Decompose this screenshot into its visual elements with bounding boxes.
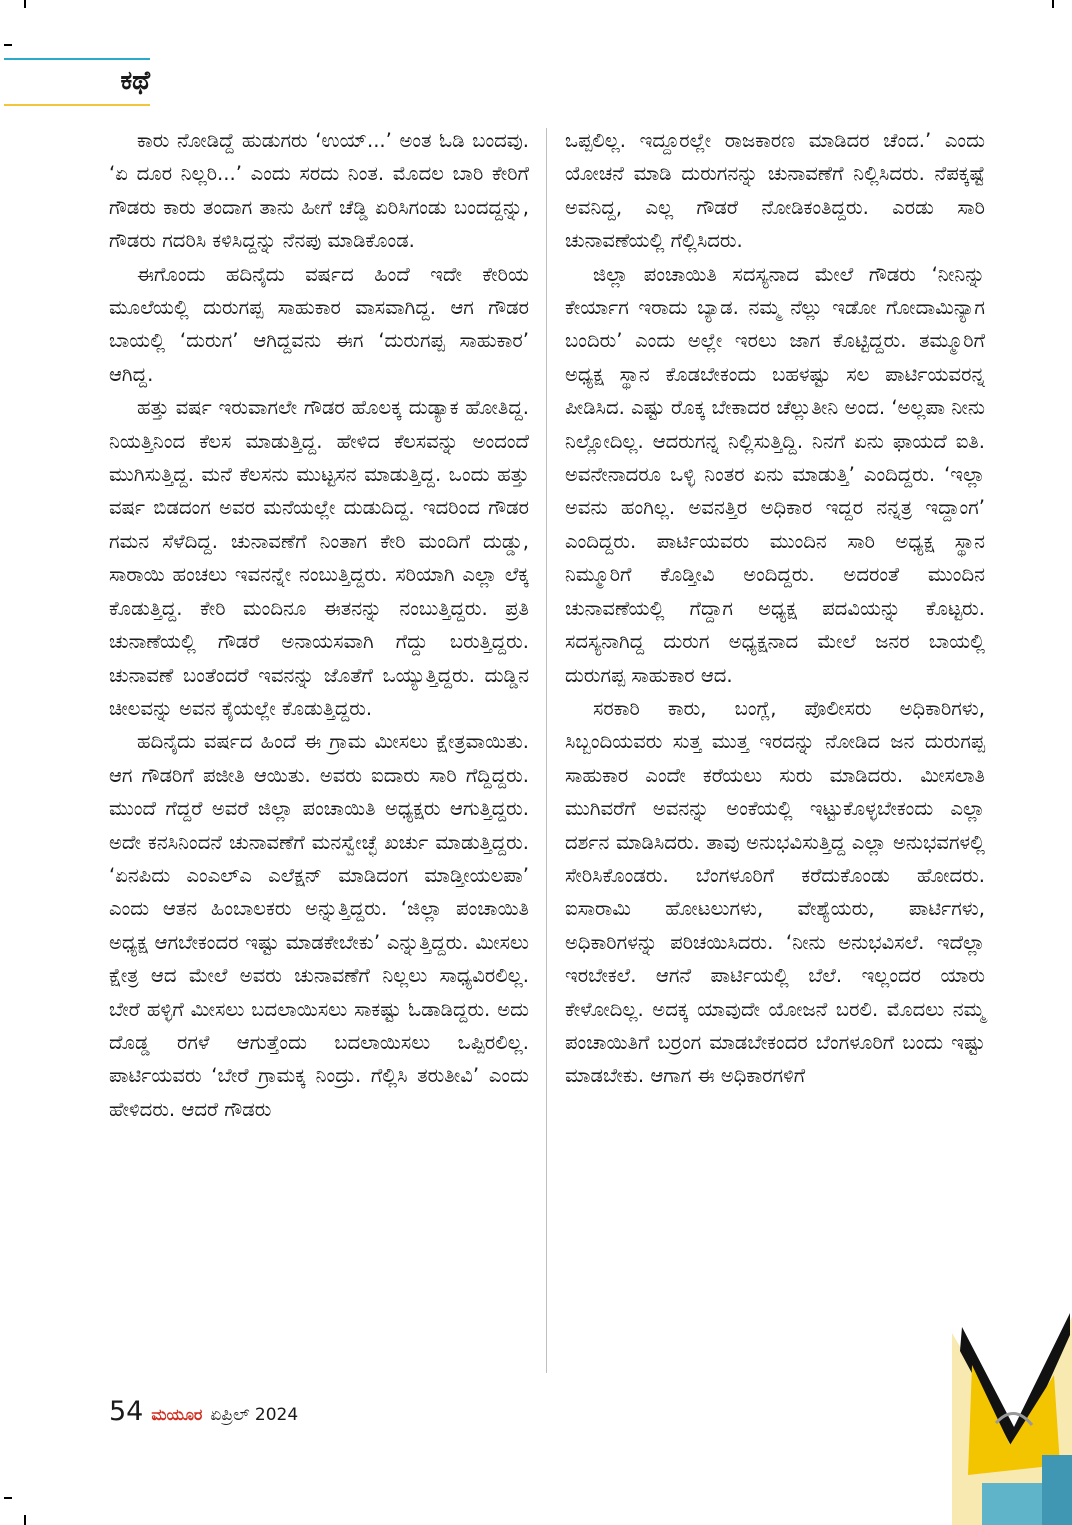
article-column-left: [109, 124, 529, 1126]
issue-date: ಏಪ್ರಿಲ್ 2024: [210, 1405, 299, 1425]
crop-mark: [24, 0, 26, 8]
paragraph: ಜಿಲ್ಲಾ ಪಂಚಾಯಿತಿ ಸದಸ್ಯನಾದ ಮೇಲೆ ಗೌಡರು ‘ನೀನಿನ್ನು ಕೇರ್ಯಾಗ ಇರಾದು ಬ್ಯಾಡ. ನಮ್ಮ ನೆಲ್ಲು ಇಡೋ ಗೋದಾಮಿನ್ಯಾಗ ಬಂದಿರು’ ಎಂದು ಅಲ್ಲೇ ಇರಲು ಜಾಗ ಕೊಟ್ಟಿದ್ದರು. ತಮ್ಮೂರಿಗೆ ಅಧ್ಯಕ್ಷ ಸ್ಥಾನ ಕೊಡಬೇಕಂದು ಬಹಳಷ್ಟು ಸಲ ಪಾರ್ಟಿಯವರನ್ನ ಪೀಡಿಸಿದ. ಎಷ್ಟು ರೊಕ್ಕ ಬೇಕಾದರ ಚೆಲ್ಲುತೀನಿ ಅಂದ. ‘ಅಲ್ಲಪಾ ನೀನು ನಿಲ್ಲೋದಿಲ್ಲ. ಆದರುಗನ್ನ ನಿಲ್ಲಿಸುತ್ತಿದ್ದಿ. ನಿನಗೆ ಏನು ಫಾಯದೆ ಐತಿ. ಅವನೇನಾದರೂ ಒಳ್ಳಿ ನಿಂತರ ಏನು ಮಾಡುತ್ತಿ’ ಎಂದಿದ್ದರು. ‘ಇಲ್ಲಾ ಅವನು ಹಂಗಿಲ್ಲ. ಅವನತ್ತಿರ ಅಧಿಕಾರ ಇದ್ದರ ನನ್ನತ್ರ ಇದ್ದಾಂಗ’ ಎಂದಿದ್ದರು. ಪಾರ್ಟಿಯವರು ಮುಂದಿನ ಸಾರಿ ಅಧ್ಯಕ್ಷ ಸ್ಥಾನ ನಿಮ್ಮೂರಿಗೆ ಕೊಡ್ತೀವಿ ಅಂದಿದ್ದರು. ಅದರಂತೆ ಮುಂದಿನ ಚುನಾವಣೆಯಲ್ಲಿ ಗೆದ್ದಾಗ ಅಧ್ಯಕ್ಷ ಪದವಿಯನ್ನು ಕೊಟ್ಟರು. ಸದಸ್ಯನಾಗಿದ್ದ ದುರುಗ ಅಧ್ಯಕ್ಷನಾದ ಮೇಲೆ ಜನರ ಬಾಯಲ್ಲಿ ದುರುಗಪ್ಪ ಸಾಹುಕಾರ ಆದ.: [565, 262, 985, 687]
story-illustration: [952, 1305, 1072, 1525]
section-label: ಕಥೆ: [120, 66, 150, 96]
paragraph: ಹದಿನೈದು ವರ್ಷದ ಹಿಂದೆ ಈ ಗ್ರಾಮ ಮೀಸಲು ಕ್ಷೇತ್ರವಾಯಿತು. ಆಗ ಗೌಡರಿಗೆ ಪಜೀತಿ ಆಯಿತು. ಅವರು ಐದಾರು ಸಾರಿ ಗೆದ್ದಿದ್ದರು. ಮುಂದೆ ಗೆದ್ದರೆ ಅವರೆ ಜಿಲ್ಲಾ ಪಂಚಾಯಿತಿ ಅಧ್ಯಕ್ಷರು ಆಗುತ್ತಿದ್ದರು. ಅದೇ ಕನಸಿನಿಂದನೆ ಚುನಾವಣೆಗೆ ಮನಸ್ವೇಚ್ಛೆ ಖರ್ಚು ಮಾಡುತ್ತಿದ್ದರು. ‘ಏನಪಿದು ಎಂಎಲ್ಎ ಎಲೆಕ್ಷನ್ ಮಾಡಿದಂಗ ಮಾಡ್ತೀಯಲಪಾ’ ಎಂದು ಆತನ ಹಿಂಬಾಲಕರು ಅನ್ನುತ್ತಿದ್ದರು. ‘ಜಿಲ್ಲಾ ಪಂಚಾಯಿತಿ ಅಧ್ಯಕ್ಷ ಆಗಬೇಕಂದರ ಇಷ್ಟು ಮಾಡಕೇಬೇಕು’ ಎನ್ನುತ್ತಿದ್ದರು. ಮೀಸಲು ಕ್ಷೇತ್ರ ಆದ ಮೇಲೆ ಅವರು ಚುನಾವಣೆಗೆ ನಿಲ್ಲಲು ಸಾಧ್ಯವಿರಲಿಲ್ಲ. ಬೇರೆ ಹಳ್ಳಿಗೆ ಮೀಸಲು ಬದಲಾಯಿಸಲು ಸಾಕಷ್ಟು ಓಡಾಡಿದ್ದರು. ಅದು ದೊಡ್ಡ ರಗಳೆ ಆಗುತ್ತೆಂದು ಬದಲಾಯಿಸಲು ಒಪ್ಪಿರಲಿಲ್ಲ. ಪಾರ್ಟಿಯವರು ‘ಬೇರೆ ಗ್ರಾಮಕ್ಕ ನಿಂದ್ರು. ಗೆಲ್ಲಿಸಿ ತರುತೀವಿ’ ಎಂದು ಹೇಳಿದರು. ಆದರೆ ಗೌಡರು: [109, 730, 529, 1121]
crop-mark: [4, 1497, 12, 1499]
section-rule-bottom: [4, 104, 150, 106]
crop-mark: [24, 1515, 26, 1525]
section-header: [0, 58, 150, 110]
paragraph: ಕಾರು ನೋಡಿದ್ದೆ ಹುಡುಗರು ‘ಉಯ್...’ ಅಂತ ಓಡಿ ಬಂದವು. ‘ಏ ದೂರ ನಿಲ್ಲರಿ...’ ಎಂದು ಸರದು ನಿಂತ. ಮೊದಲ ಬಾರಿ ಕೇರಿಗೆ ಗೌಡರು ಕಾರು ತಂದಾಗ ತಾನು ಹೀಗೆ ಚೆಡ್ಡಿ ಏರಿಸಿಗಂಡು ಬಂದದ್ದನ್ನು, ಗೌಡರು ಗದರಿಸಿ ಕಳಿಸಿದ್ದನ್ನು ನೆನಪು ಮಾಡಿಕೊಂಡ.: [109, 129, 529, 253]
paragraph: ಒಪ್ಪಲಿಲ್ಲ. ಇದ್ದೂರಲ್ಲೇ ರಾಜಕಾರಣ ಮಾಡಿದರ ಚೆಂದ.’ ಎಂದು ಯೋಚನೆ ಮಾಡಿ ದುರುಗನನ್ನು ಚುನಾವಣೆಗೆ ನಿಲ್ಲಿಸಿದರು. ನೆಪಕ್ಕಷ್ಟೆ ಅವನಿದ್ದ, ಎಲ್ಲ ಗೌಡರೆ ನೋಡಿಕಂತಿದ್ದರು. ಎರಡು ಸಾರಿ ಚುನಾವಣೆಯಲ್ಲಿ ಗೆಲ್ಲಿಸಿದರು.: [565, 129, 985, 253]
paragraph: ಹತ್ತು ವರ್ಷ ಇರುವಾಗಲೇ ಗೌಡರ ಹೊಲಕ್ಕ ದುಡ್ಯಾಕ ಹೋತಿದ್ದ. ನಿಯತ್ತಿನಿಂದ ಕೆಲಸ ಮಾಡುತ್ತಿದ್ದ. ಹೇಳಿದ ಕೆಲಸವನ್ನು ಅಂದಂದೆ ಮುಗಿಸುತ್ತಿದ್ದ. ಮನೆ ಕೆಲಸನು ಮುಟ್ಟಸನ ಮಾಡುತ್ತಿದ್ದ. ಒಂದು ಹತ್ತು ವರ್ಷ ಬಿಡದಂಗ ಅವರ ಮನೆಯಲ್ಲೇ ದುಡುದಿದ್ದ. ಇದರಿಂದ ಗೌಡರ ಗಮನ ಸೆಳೆದಿದ್ದ. ಚುನಾವಣೆಗೆ ನಿಂತಾಗ ಕೇರಿ ಮಂದಿಗೆ ದುಡ್ಡು, ಸಾರಾಯಿ ಹಂಚಲು ಇವನನ್ನೇ ನಂಬುತ್ತಿದ್ದರು. ಸರಿಯಾಗಿ ಎಲ್ಲಾ ಲೆಕ್ಕ ಕೊಡುತ್ತಿದ್ದ. ಕೇರಿ ಮಂದಿನೂ ಈತನನ್ನು ನಂಬುತ್ತಿದ್ದರು. ಪ್ರತಿ ಚುನಾಣೆಯಲ್ಲಿ ಗೌಡರೆ ಅನಾಯಸವಾಗಿ ಗೆದ್ದು ಬರುತ್ತಿದ್ದರು. ಚುನಾವಣೆ ಬಂತೆಂದರೆ ಇವನನ್ನು ಜೊತೆಗೆ ಒಯ್ಯುತ್ತಿದ್ದರು. ದುಡ್ಡಿನ ಚೀಲವನ್ನು ಅವನ ಕೈಯಲ್ಲೇ ಕೊಡುತ್ತಿದ್ದರು.: [109, 396, 529, 720]
paragraph: ಈಗೊಂದು ಹದಿನೈದು ವರ್ಷದ ಹಿಂದೆ ಇದೇ ಕೇರಿಯ ಮೂಲೆಯಲ್ಲಿ ದುರುಗಪ್ಪ ಸಾಹುಕಾರ ವಾಸವಾಗಿದ್ದ. ಆಗ ಗೌಡರ ಬಾಯಲ್ಲಿ ‘ದುರುಗ’ ಆಗಿದ್ದವನು ಈಗ ‘ದುರುಗಪ್ಪ ಸಾಹುಕಾರ’ ಆಗಿದ್ದ.: [109, 262, 529, 386]
page-number: 54: [109, 1396, 144, 1427]
paragraph: ಸರಕಾರಿ ಕಾರು, ಬಂಗ್ಲೆ, ಪೊಲೀಸರು ಅಧಿಕಾರಿಗಳು, ಸಿಬ್ಬಂದಿಯವರು ಸುತ್ತ ಮುತ್ತ ಇರದನ್ನು ನೋಡಿದ ಜನ ದುರುಗಪ್ಪ ಸಾಹುಕಾರ ಎಂದೇ ಕರೆಯಲು ಸುರು ಮಾಡಿದರು. ಮೀಸಲಾತಿ ಮುಗಿವರೆಗೆ ಅವನನ್ನು ಅಂಕೆಯಲ್ಲಿ ಇಟ್ಟುಕೊಳ್ಳಬೇಕಂದು ಎಲ್ಲಾ ದರ್ಶನ ಮಾಡಿಸಿದರು. ತಾವು ಅನುಭವಿಸುತ್ತಿದ್ದ ಎಲ್ಲಾ ಅನುಭವಗಳಲ್ಲಿ ಸೇರಿಸಿಕೊಂಡರು. ಬೆಂಗಳೂರಿಗೆ ಕರೆದುಕೊಂಡು ಹೋದರು. ಐಸಾರಾಮಿ ಹೋಟಲುಗಳು, ವೇಶ್ಯೆಯರು, ಪಾರ್ಟಿಗಳು, ಅಧಿಕಾರಿಗಳನ್ನು ಪರಿಚಯಿಸಿದರು. ‘ನೀನು ಅನುಭವಿಸಲೆ. ಇದೆಲ್ಲಾ ಇರಬೇಕಲೆ. ಆಗನೆ ಪಾರ್ಟಿಯಲ್ಲಿ ಬೆಲೆ. ಇಲ್ಲಂದರ ಯಾರು ಕೇಳೋದಿಲ್ಲ. ಅದಕ್ಕ ಯಾವುದೇ ಯೋಜನೆ ಬರಲಿ. ಮೊದಲು ನಮ್ಮ ಪಂಚಾಯಿತಿಗೆ ಬರ್ರಂಗ ಮಾಡಬೇಕಂದರ ಬೆಂಗಳೂರಿಗೆ ಬಂದು ಇಷ್ಟು ಮಾಡಬೇಕು. ಆಗಾಗ ಈ ಅಧಿಕಾರಗಳಿಗೆ: [565, 696, 985, 1088]
magazine-name: ಮಯೂರ: [151, 1405, 203, 1424]
article-column-right: [565, 124, 985, 1093]
page-footer: [109, 1396, 298, 1427]
column-divider: [546, 128, 547, 1373]
section-rule-top: [4, 58, 150, 60]
crop-mark: [4, 44, 12, 46]
crop-mark: [1052, 0, 1054, 8]
